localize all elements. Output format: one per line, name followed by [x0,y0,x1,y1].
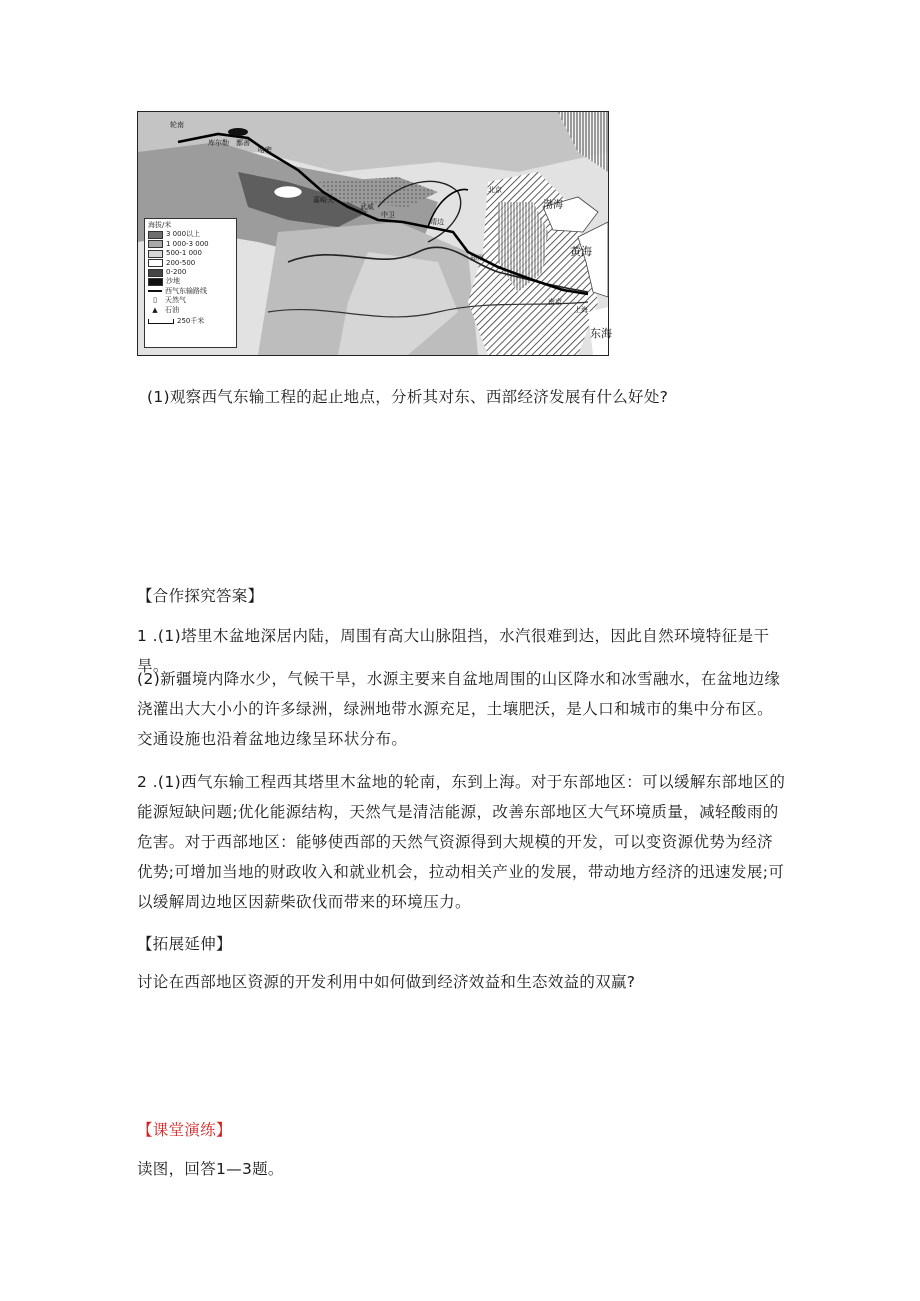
label-hami: 哈密 [258,146,272,154]
label-donghai: 东海 [590,327,612,340]
label-zhongwei: 中卫 [381,211,395,219]
legend-item: 500-1 000 [148,249,233,258]
label-jingbian: 靖边 [430,218,444,226]
label-jiayuguan: 嘉峪关 [313,196,334,204]
legend-oil: ▲ 石油 [148,306,233,315]
answer-3: 2 .(1)西气东输工程西其塔里木盆地的轮南，东到上海。对于东部地区：可以缓解东部地区的能源短缺问题;优化能源结构，天然气是清洁能源，改善东部地区大气环境质量，减轻酸雨的危害。对于西部地区：能够使西部的天然气资源得到大规模的开发，可以变资源优势为经济优势;可增加当地的财政收入和就业机会，拉动相关产业的发展，带动地方经济的迅速发展;可以缓解周边地区因薪柴砍伐而带来的环境压力。 [137,773,786,911]
extension-text: 讨论在西部地区资源的开发利用中如何做到经济效益和生态效益的双赢? [137,973,636,991]
pipeline-line-icon [148,290,162,292]
legend-swatch [148,250,163,258]
legend-pipeline: 西气东输路线 [148,287,233,296]
label-shanghai: 上海 [574,306,588,314]
legend-gas: ▯ 天然气 [148,296,233,305]
answer-1: 1 .(1)塔里木盆地深居内陆，周围有高大山脉阻挡，水汽很难到达，因此自然环境特征是干旱。 [137,627,770,675]
legend-item: 1 000-3 000 [148,240,233,249]
scale-bar-icon [148,319,174,324]
label-beijing: 北京 [488,186,502,194]
legend-item: 0-200 [148,268,233,277]
legend-scale: 250千米 [148,317,233,326]
class-practice-heading: 【课堂演练】 [137,1121,232,1139]
map-legend [144,218,237,348]
label-shanshan: 鄯善 [236,139,250,147]
legend-swatch [148,240,163,248]
label-huanghai: 黄海 [570,245,592,258]
legend-item: 3 000以上 [148,230,233,239]
read-instruction: 读图，回答1—3题。 [137,1160,284,1178]
legend-swatch [148,269,163,277]
label-zhengzhou: 郑州 [470,254,484,262]
legend-item: 200-500 [148,259,233,268]
pipeline-map [137,111,612,356]
label-wuwei: 武威 [360,203,374,211]
label-bohai: 渤海 [543,200,563,211]
extension-heading: 【拓展延伸】 [137,935,232,953]
legend-swatch [148,278,163,286]
answer-2: (2)新疆境内降水少，气候干旱，水源主要来自盆地周围的山区降水和冰雪融水，在盆地边缘浇灌出大大小小的许多绿洲，绿洲地带水源充足，土壤肥沃，是人口和城市的集中分布区。交通设施也沿着盆地边缘呈环状分布。 [137,670,781,748]
oil-icon: ▲ [152,305,158,314]
label-nanjing: 南京 [548,298,562,306]
label-kuerle: 库尔勒 [208,139,229,147]
gas-icon: ▯ [153,296,157,305]
label-luntai: 轮南 [170,121,184,129]
legend-swatch [148,231,163,239]
question-1: (1)观察西气东输工程的起止地点，分析其对东、西部经济发展有什么好处? [147,388,669,406]
answer-heading: 【合作探究答案】 [137,587,264,605]
legend-item: 沙地 [148,277,233,286]
legend-title: 海拔/米 [148,221,172,230]
legend-swatch [148,259,163,267]
